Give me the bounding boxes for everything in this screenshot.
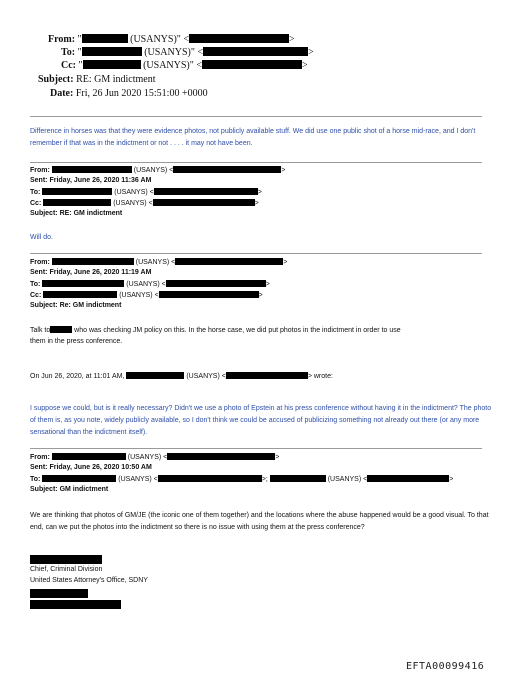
from-org: (USANYS) < xyxy=(133,167,174,174)
from-label: From: xyxy=(30,167,50,174)
to-separator: >; xyxy=(261,476,268,483)
subject-value: RE: GM indictment xyxy=(76,74,156,85)
msg2-subject-row xyxy=(30,210,122,217)
redaction-bar xyxy=(82,47,142,56)
message-body-1: Difference in horses was that they were evidence photos, not publicly available stuff. We did use one public shot of a horse mid-race, and I don't remember if that was in the indictment or not . . . . it may not have been. xyxy=(30,128,476,147)
close-bracket: > xyxy=(265,281,270,288)
redaction-bar xyxy=(173,166,281,173)
quote-wrote: > wrote: xyxy=(307,373,333,380)
redaction-bar xyxy=(52,258,134,265)
to-label: To: xyxy=(30,281,41,288)
redaction-bar xyxy=(153,199,255,206)
msg3-to-row xyxy=(30,280,270,288)
sent-label: Sent: xyxy=(30,464,48,471)
redaction-bar xyxy=(189,34,289,43)
signature-office: United States Attorney's Office, SDNY xyxy=(30,577,148,584)
redaction-bar xyxy=(30,589,88,598)
header-cc-row xyxy=(61,60,308,71)
divider xyxy=(30,162,482,163)
subject-value: GM indictment xyxy=(59,486,109,493)
msg5-subject-row xyxy=(30,486,108,493)
subject-label: Subject: xyxy=(30,210,58,217)
from-label: From: xyxy=(48,34,76,45)
sent-value: Friday, June 26, 2020 11:19 AM xyxy=(49,269,152,276)
cc-org: (USANYS) < xyxy=(119,292,159,299)
redaction-bar xyxy=(30,555,102,564)
msg5-to-row xyxy=(30,475,453,483)
msg2-cc-row xyxy=(30,199,259,207)
subject-value: Re: GM indictment xyxy=(59,302,122,309)
msg2-sent-row xyxy=(30,177,151,184)
msg5-from-row xyxy=(30,453,279,461)
redaction-bar xyxy=(166,280,266,287)
cc-label: Cc: xyxy=(61,60,76,71)
redaction-bar xyxy=(42,280,124,287)
msg3-sent-row xyxy=(30,269,151,276)
quote-mark: " xyxy=(77,34,82,45)
redaction-bar xyxy=(43,199,111,206)
redaction-bar xyxy=(202,60,302,69)
sent-label: Sent: xyxy=(30,269,48,276)
close-bracket: > xyxy=(254,200,259,207)
quote-header xyxy=(30,372,333,380)
msg3-cc-row xyxy=(30,291,263,299)
sent-value: Friday, June 26, 2020 10:50 AM xyxy=(49,464,152,471)
subject-label: Subject: xyxy=(30,486,58,493)
redaction-bar xyxy=(83,60,141,69)
close-bracket: > xyxy=(258,292,263,299)
redaction-bar xyxy=(82,34,128,43)
body-start: Talk to xyxy=(30,327,51,334)
to-label: To: xyxy=(61,47,76,58)
redaction-bar xyxy=(167,453,275,460)
from-org: (USANYS) < xyxy=(135,259,176,266)
cc-label: Cc: xyxy=(30,200,42,207)
redaction-bar xyxy=(158,475,262,482)
redaction-bar xyxy=(43,291,117,298)
close-bracket: > xyxy=(308,47,314,58)
redaction-bar xyxy=(42,475,116,482)
to-org: (USANYS)" < xyxy=(144,47,204,58)
quote-on: On Jun 26, 2020, at 11:01 AM, xyxy=(30,373,125,380)
from-label: From: xyxy=(30,454,50,461)
header-to-row xyxy=(61,47,314,58)
msg5-sent-row xyxy=(30,464,152,471)
message-body-2: Will do. xyxy=(30,234,53,241)
redaction-bar xyxy=(42,188,112,195)
redaction-bar xyxy=(226,372,308,379)
sent-label: Sent: xyxy=(30,177,48,184)
close-bracket: > xyxy=(281,167,286,174)
redaction-bar xyxy=(52,166,132,173)
to-org: (USANYS) < xyxy=(126,281,166,288)
to-label: To: xyxy=(30,476,41,483)
quote-org: (USANYS) < xyxy=(186,373,226,380)
redaction-bar xyxy=(154,188,258,195)
message-body-5: We are thinking that photos of GM/JE (the iconic one of them together) and the locations where the abuse happened would be a good visual. To that end, can we put the photos into the indictment so there is no issue with using them at the press conference? xyxy=(30,512,489,531)
close-bracket: > xyxy=(449,476,454,483)
redaction-bar xyxy=(203,47,308,56)
from-org: (USANYS) < xyxy=(127,454,168,461)
body-rest: who was checking JM policy on this. In the horse case, we did put photos in the indictment in order to use xyxy=(72,327,401,334)
cc-org: (USANYS) < xyxy=(113,200,153,207)
redaction-bar xyxy=(52,453,126,460)
to-org-2: (USANYS) < xyxy=(327,476,368,483)
close-bracket: > xyxy=(302,60,308,71)
message-body-3-line1 xyxy=(30,326,401,334)
from-label: From: xyxy=(30,259,50,266)
redaction-bar xyxy=(270,475,326,482)
subject-label: Subject: xyxy=(30,302,58,309)
message-body-3-line2: them in the press conference. xyxy=(30,338,123,345)
redaction-bar xyxy=(126,372,184,379)
redaction-bar xyxy=(159,291,259,298)
divider xyxy=(30,448,482,449)
message-body-4: I suppose we could, but is it really necessary? Didn't we use a photo of Epstein at his press conference without having it in the indictment? The photo of them is, as you note, widely publicly available, so I don't think we could be accused of publicizing something not already out there (or any more sensational than the indictment itself). xyxy=(30,405,492,436)
redaction-bar xyxy=(367,475,449,482)
close-bracket: > xyxy=(257,189,262,196)
quote-mark: " xyxy=(77,47,82,58)
subject-label: Subject: xyxy=(38,74,74,85)
sent-value: Friday, June 26, 2020 11:36 AM xyxy=(49,177,152,184)
msg2-to-row xyxy=(30,188,262,196)
close-bracket: > xyxy=(283,259,288,266)
divider xyxy=(30,253,482,254)
date-value: Fri, 26 Jun 2020 15:51:00 +0000 xyxy=(75,88,208,99)
header-date-row xyxy=(50,88,208,99)
msg3-from-row xyxy=(30,258,287,266)
header-from-row xyxy=(48,34,295,45)
from-org: (USANYS)" < xyxy=(130,34,190,45)
divider xyxy=(30,116,482,117)
subject-value: RE: GM indictment xyxy=(59,210,123,217)
header-subject-row xyxy=(38,74,156,85)
bates-number: EFTA00099416 xyxy=(406,661,485,672)
to-org: (USANYS) < xyxy=(118,476,158,483)
close-bracket: > xyxy=(275,454,280,461)
redaction-bar xyxy=(175,258,283,265)
msg3-subject-row xyxy=(30,302,121,309)
redaction-bar xyxy=(30,600,121,609)
date-label: Date: xyxy=(50,88,74,99)
to-label: To: xyxy=(30,189,41,196)
quote-mark: " xyxy=(78,60,83,71)
msg2-from-row xyxy=(30,166,285,174)
signature-title: Chief, Criminal Division xyxy=(30,566,103,573)
cc-label: Cc: xyxy=(30,292,42,299)
redaction-bar xyxy=(50,326,72,333)
cc-org: (USANYS)" < xyxy=(143,60,202,71)
close-bracket: > xyxy=(289,34,295,45)
to-org: (USANYS) < xyxy=(114,189,154,196)
